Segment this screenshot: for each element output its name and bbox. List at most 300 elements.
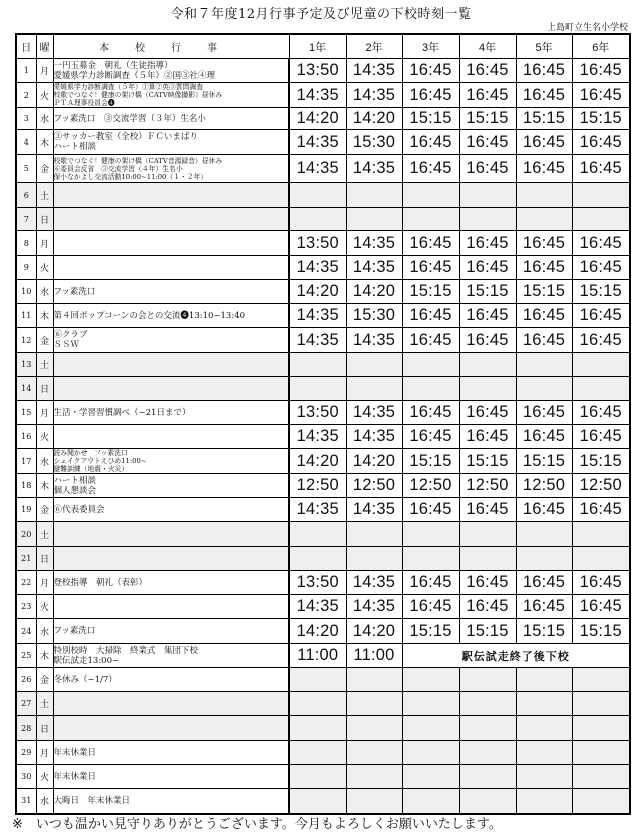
table-row xyxy=(16,353,630,377)
event-line: ＰＴＡ理事役員会❹ xyxy=(53,99,115,107)
time-grade-5 xyxy=(516,377,572,401)
time-grade-1 xyxy=(289,765,346,789)
table-row xyxy=(16,377,630,401)
event-line: 愛媛県学力診断調査（５年）②国③社④理 xyxy=(53,70,216,81)
event-cell xyxy=(53,353,289,377)
event-line: フッ素洗口 xyxy=(53,626,96,636)
event-cell xyxy=(53,155,289,183)
weekday-cell: 日 xyxy=(36,716,53,741)
time-grade-1: 14:35 xyxy=(289,155,346,183)
time-grade-6: 16:45 xyxy=(572,571,630,595)
time-grade-6: 16:45 xyxy=(572,130,630,155)
time-grade-3 xyxy=(402,668,459,692)
table-row xyxy=(16,328,630,353)
day-cell: 1 xyxy=(16,59,36,83)
time-grade-1 xyxy=(289,208,346,231)
header-row xyxy=(16,34,630,59)
time-grade-5: 16:45 xyxy=(516,498,572,522)
time-grade-2: 14:20 xyxy=(346,280,402,304)
day-cell: 3 xyxy=(16,108,36,130)
day-cell: 28 xyxy=(16,716,36,741)
time-grade-3: 15:15 xyxy=(402,619,459,644)
time-grade-3: 16:45 xyxy=(402,425,459,449)
time-grade-6 xyxy=(572,741,630,765)
day-cell: 29 xyxy=(16,741,36,765)
weekday-cell: 金 xyxy=(36,155,53,183)
weekday-cell: 火 xyxy=(36,595,53,619)
time-grade-6: 16:45 xyxy=(572,59,630,83)
time-grade-3: 16:45 xyxy=(402,59,459,83)
time-grade-4 xyxy=(459,668,516,692)
time-grade-6: 12:50 xyxy=(572,474,630,498)
event-line: 特別校時 大掃除 終業式 集団下校 xyxy=(53,645,199,656)
day-cell: 15 xyxy=(16,401,36,425)
event-cell xyxy=(53,401,289,425)
table-row xyxy=(16,155,630,183)
time-grade-2: 14:35 xyxy=(346,231,402,256)
time-grade-4 xyxy=(459,716,516,741)
footer-note: ※ いつも温かい見守りありがとうございます。今月もよろしくお願いいたします。 xyxy=(12,817,502,832)
event-line: ⑥代表委員会 xyxy=(53,504,105,515)
time-grade-6: 16:45 xyxy=(572,401,630,425)
time-grade-1: 14:35 xyxy=(289,425,346,449)
time-grade-6: 16:45 xyxy=(572,304,630,328)
time-grade-6: 16:45 xyxy=(572,498,630,522)
table-row xyxy=(16,522,630,547)
time-grade-5: 15:15 xyxy=(516,449,572,474)
time-grade-6: 15:15 xyxy=(572,449,630,474)
time-grade-2 xyxy=(346,353,402,377)
time-grade-4: 16:45 xyxy=(459,328,516,353)
time-grade-1: 13:50 xyxy=(289,401,346,425)
time-grade-4: 16:45 xyxy=(459,304,516,328)
time-grade-1 xyxy=(289,692,346,716)
time-grade-6 xyxy=(572,547,630,571)
time-grade-5 xyxy=(516,208,572,231)
time-grade-1 xyxy=(289,741,346,765)
time-grade-3: 15:15 xyxy=(402,108,459,130)
table-row xyxy=(16,595,630,619)
weekday-cell: 土 xyxy=(36,522,53,547)
time-grade-5 xyxy=(516,692,572,716)
time-grade-3 xyxy=(402,353,459,377)
table-row xyxy=(16,668,630,692)
day-cell: 2 xyxy=(16,83,36,108)
event-cell xyxy=(53,498,289,522)
table-row xyxy=(16,304,630,328)
time-grade-3: 16:45 xyxy=(402,130,459,155)
time-grade-4: 16:45 xyxy=(459,401,516,425)
time-grade-6 xyxy=(572,183,630,208)
col-event: 本校行事 xyxy=(53,34,289,59)
time-grade-1: 14:35 xyxy=(289,304,346,328)
page-title: 令和７年度12月行事予定及び児童の下校時刻一覧 xyxy=(170,7,472,22)
event-line: 第４回ポップコーンの会との交流❹13:10~13:40 xyxy=(53,310,246,321)
time-grade-5: 16:45 xyxy=(516,256,572,280)
time-grade-2: 11:00 xyxy=(346,644,402,668)
time-grade-2: 14:35 xyxy=(346,595,402,619)
event-line: フッ素洗口 xyxy=(53,286,96,297)
weekday-cell: 火 xyxy=(36,765,53,789)
event-cell xyxy=(53,595,289,619)
event-cell xyxy=(53,328,289,353)
event-cell xyxy=(53,522,289,547)
time-grade-4 xyxy=(459,353,516,377)
col-weekday: 曜 xyxy=(36,34,53,59)
time-grade-5: 12:50 xyxy=(516,474,572,498)
time-grade-4 xyxy=(459,741,516,765)
day-cell: 27 xyxy=(16,692,36,716)
day-cell: 10 xyxy=(16,280,36,304)
event-cell xyxy=(53,449,289,474)
table-row xyxy=(16,256,630,280)
table-row xyxy=(16,108,630,130)
time-grade-4: 16:45 xyxy=(459,595,516,619)
event-line: 登校指導 朝礼（表彰） xyxy=(53,577,148,588)
col-grade-4: 4年 xyxy=(459,34,516,59)
time-grade-2 xyxy=(346,547,402,571)
weekday-cell: 木 xyxy=(36,304,53,328)
event-line: 保小なかよし交流活動10:00~11:00（１・２年） xyxy=(53,172,208,181)
time-grade-1: 14:20 xyxy=(289,280,346,304)
col-grade-2: 2年 xyxy=(346,34,402,59)
time-grade-5 xyxy=(516,353,572,377)
time-grade-3 xyxy=(402,716,459,741)
dismissal-note: 駅伝試走終了後下校 xyxy=(402,644,630,668)
table-row xyxy=(16,401,630,425)
col-grade-6: 6年 xyxy=(572,34,630,59)
event-cell xyxy=(53,571,289,595)
time-grade-4: 16:45 xyxy=(459,498,516,522)
time-grade-6: 16:45 xyxy=(572,425,630,449)
time-grade-3: 15:15 xyxy=(402,280,459,304)
time-grade-2: 14:35 xyxy=(346,155,402,183)
time-grade-6 xyxy=(572,208,630,231)
event-cell xyxy=(53,208,289,231)
time-grade-1: 14:20 xyxy=(289,108,346,130)
time-grade-1: 14:35 xyxy=(289,130,346,155)
time-grade-3: 15:15 xyxy=(402,449,459,474)
event-line: 年末休業日 xyxy=(53,771,97,782)
weekday-cell: 月 xyxy=(36,59,53,83)
time-grade-2: 14:35 xyxy=(346,498,402,522)
day-cell: 23 xyxy=(16,595,36,619)
event-cell xyxy=(53,108,289,130)
time-grade-3 xyxy=(402,741,459,765)
time-grade-4 xyxy=(459,789,516,814)
time-grade-1 xyxy=(289,377,346,401)
time-grade-3: 16:45 xyxy=(402,256,459,280)
weekday-cell: 水 xyxy=(36,619,53,644)
day-cell: 18 xyxy=(16,474,36,498)
time-grade-1: 14:35 xyxy=(289,83,346,108)
day-cell: 19 xyxy=(16,498,36,522)
time-grade-6 xyxy=(572,716,630,741)
event-line: ハート相談 xyxy=(53,475,97,486)
day-cell: 31 xyxy=(16,789,36,814)
event-cell xyxy=(53,765,289,789)
table-row xyxy=(16,644,630,668)
time-grade-5: 15:15 xyxy=(516,619,572,644)
day-cell: 25 xyxy=(16,644,36,668)
time-grade-6: 15:15 xyxy=(572,108,630,130)
table-row xyxy=(16,716,630,741)
event-cell xyxy=(53,59,289,83)
event-line: ⑥委員会反省 ③交流学習（４年）生名小 xyxy=(53,164,183,173)
time-grade-1: 14:20 xyxy=(289,619,346,644)
time-grade-3: 16:45 xyxy=(402,83,459,108)
time-grade-3 xyxy=(402,522,459,547)
weekday-cell: 水 xyxy=(36,449,53,474)
event-line: 駅伝試走13:00~ xyxy=(53,655,120,666)
event-line: ハート相談 xyxy=(53,142,97,152)
time-grade-2 xyxy=(346,522,402,547)
event-line: ＳＳＷ xyxy=(53,340,80,350)
time-grade-2 xyxy=(346,741,402,765)
event-cell xyxy=(53,256,289,280)
time-grade-4: 15:15 xyxy=(459,280,516,304)
table-row xyxy=(16,59,630,83)
weekday-cell: 土 xyxy=(36,183,53,208)
table-row xyxy=(16,789,630,814)
event-line: 読み聞かせ フッ素洗口 xyxy=(53,449,128,457)
time-grade-4: 15:15 xyxy=(459,108,516,130)
table-row xyxy=(16,231,630,256)
time-grade-4: 16:45 xyxy=(459,155,516,183)
day-cell: 30 xyxy=(16,765,36,789)
time-grade-1: 11:00 xyxy=(289,644,346,668)
time-grade-4 xyxy=(459,377,516,401)
time-grade-1: 13:50 xyxy=(289,571,346,595)
day-cell: 21 xyxy=(16,547,36,571)
time-grade-1: 13:50 xyxy=(289,59,346,83)
time-grade-4 xyxy=(459,692,516,716)
col-grade-5: 5年 xyxy=(516,34,572,59)
time-grade-4: 15:15 xyxy=(459,449,516,474)
event-cell xyxy=(53,741,289,765)
day-cell: 5 xyxy=(16,155,36,183)
day-cell: 16 xyxy=(16,425,36,449)
time-grade-2 xyxy=(346,789,402,814)
time-grade-5 xyxy=(516,183,572,208)
weekday-cell: 日 xyxy=(36,377,53,401)
time-grade-2 xyxy=(346,183,402,208)
time-grade-4 xyxy=(459,547,516,571)
weekday-cell: 木 xyxy=(36,474,53,498)
time-grade-5: 15:15 xyxy=(516,280,572,304)
day-cell: 17 xyxy=(16,449,36,474)
day-cell: 7 xyxy=(16,208,36,231)
day-cell: 11 xyxy=(16,304,36,328)
time-grade-2: 14:35 xyxy=(346,328,402,353)
table-row xyxy=(16,449,630,474)
table-row xyxy=(16,208,630,231)
day-cell: 22 xyxy=(16,571,36,595)
event-line: 冬休み（~1/7） xyxy=(53,674,117,685)
event-cell xyxy=(53,619,289,644)
time-grade-2: 14:20 xyxy=(346,108,402,130)
col-grade-1: 1年 xyxy=(289,34,346,59)
time-grade-6 xyxy=(572,353,630,377)
weekday-cell: 土 xyxy=(36,692,53,716)
time-grade-1: 14:35 xyxy=(289,328,346,353)
time-grade-1 xyxy=(289,522,346,547)
event-cell xyxy=(53,425,289,449)
weekday-cell: 水 xyxy=(36,108,53,130)
time-grade-3: 16:45 xyxy=(402,401,459,425)
time-grade-4: 16:45 xyxy=(459,231,516,256)
time-grade-3: 16:45 xyxy=(402,231,459,256)
time-grade-5: 16:45 xyxy=(516,59,572,83)
weekday-cell: 月 xyxy=(36,401,53,425)
time-grade-4: 12:50 xyxy=(459,474,516,498)
time-grade-4 xyxy=(459,183,516,208)
day-cell: 26 xyxy=(16,668,36,692)
table-row xyxy=(16,619,630,644)
time-grade-5: 16:45 xyxy=(516,130,572,155)
event-line: ⑥クラブ xyxy=(53,330,88,340)
event-cell xyxy=(53,377,289,401)
schedule-table xyxy=(15,33,631,815)
weekday-cell: 水 xyxy=(36,789,53,814)
weekday-cell: 火 xyxy=(36,83,53,108)
event-cell xyxy=(53,130,289,155)
time-grade-2: 14:35 xyxy=(346,571,402,595)
time-grade-1: 14:20 xyxy=(289,449,346,474)
table-row xyxy=(16,130,630,155)
event-cell xyxy=(53,692,289,716)
time-grade-1 xyxy=(289,668,346,692)
time-grade-4: 16:45 xyxy=(459,425,516,449)
weekday-cell: 月 xyxy=(36,231,53,256)
event-cell xyxy=(53,547,289,571)
weekday-cell: 土 xyxy=(36,353,53,377)
time-grade-6: 16:45 xyxy=(572,155,630,183)
time-grade-2 xyxy=(346,668,402,692)
time-grade-5 xyxy=(516,789,572,814)
time-grade-4 xyxy=(459,208,516,231)
time-grade-5: 16:45 xyxy=(516,155,572,183)
time-grade-6 xyxy=(572,789,630,814)
time-grade-4: 16:45 xyxy=(459,256,516,280)
time-grade-5 xyxy=(516,522,572,547)
time-grade-2: 12:50 xyxy=(346,474,402,498)
col-day: 日 xyxy=(16,34,36,59)
event-line: 個人懇談会 xyxy=(53,485,97,496)
weekday-cell: 火 xyxy=(36,256,53,280)
time-grade-1: 13:50 xyxy=(289,231,346,256)
time-grade-5 xyxy=(516,741,572,765)
time-grade-3 xyxy=(402,789,459,814)
school-name: 上島町立生名小学校 xyxy=(546,23,628,33)
day-cell: 20 xyxy=(16,522,36,547)
time-grade-3 xyxy=(402,765,459,789)
weekday-cell: 火 xyxy=(36,425,53,449)
time-grade-3: 16:45 xyxy=(402,304,459,328)
event-cell xyxy=(53,280,289,304)
time-grade-3 xyxy=(402,692,459,716)
table-row xyxy=(16,83,630,108)
day-cell: 14 xyxy=(16,377,36,401)
time-grade-6: 16:45 xyxy=(572,595,630,619)
time-grade-3: 16:45 xyxy=(402,328,459,353)
day-cell: 6 xyxy=(16,183,36,208)
event-line: 一円玉募金 朝礼（生徒指導） xyxy=(53,60,173,71)
event-line: 大晦日 年末休業日 xyxy=(53,795,131,806)
event-cell xyxy=(53,668,289,692)
event-line: 愛媛県学力診断調査（５年）①算②英③質問調査 xyxy=(53,83,204,91)
time-grade-4: 16:45 xyxy=(459,130,516,155)
time-grade-5: 16:45 xyxy=(516,83,572,108)
time-grade-5: 16:45 xyxy=(516,328,572,353)
table-row xyxy=(16,571,630,595)
time-grade-3: 16:45 xyxy=(402,498,459,522)
day-cell: 9 xyxy=(16,256,36,280)
time-grade-1 xyxy=(289,353,346,377)
time-grade-6 xyxy=(572,377,630,401)
day-cell: 8 xyxy=(16,231,36,256)
event-cell xyxy=(53,789,289,814)
time-grade-6: 15:15 xyxy=(572,280,630,304)
time-grade-4: 16:45 xyxy=(459,59,516,83)
table-row xyxy=(16,425,630,449)
time-grade-4 xyxy=(459,765,516,789)
time-grade-6 xyxy=(572,668,630,692)
event-line: シェイクアウトえひめ11:00~ xyxy=(53,457,147,465)
time-grade-2: 14:35 xyxy=(346,425,402,449)
time-grade-5: 15:15 xyxy=(516,108,572,130)
weekday-cell: 日 xyxy=(36,208,53,231)
time-grade-3: 16:45 xyxy=(402,595,459,619)
weekday-cell: 金 xyxy=(36,498,53,522)
time-grade-2 xyxy=(346,716,402,741)
table-row xyxy=(16,183,630,208)
time-grade-2: 14:35 xyxy=(346,256,402,280)
table-row xyxy=(16,741,630,765)
event-line: 避難訓練（地震・火災） xyxy=(53,465,129,473)
schedule-body xyxy=(16,59,630,814)
table-row xyxy=(16,498,630,522)
time-grade-3 xyxy=(402,208,459,231)
event-line: 校歌でつなぐ！健康の架け橋（CATV映像撮影）昼休み xyxy=(53,91,223,99)
time-grade-2: 15:30 xyxy=(346,304,402,328)
time-grade-6: 15:15 xyxy=(572,619,630,644)
time-grade-2 xyxy=(346,765,402,789)
weekday-cell: 日 xyxy=(36,547,53,571)
event-line: 生活・学習習慣調べ（~21日まで） xyxy=(53,407,191,418)
event-cell xyxy=(53,83,289,108)
time-grade-2: 15:30 xyxy=(346,130,402,155)
time-grade-3: 16:45 xyxy=(402,155,459,183)
time-grade-5 xyxy=(516,668,572,692)
event-cell xyxy=(53,644,289,668)
time-grade-1 xyxy=(289,183,346,208)
time-grade-2: 14:35 xyxy=(346,59,402,83)
time-grade-1: 12:50 xyxy=(289,474,346,498)
weekday-cell: 木 xyxy=(36,644,53,668)
event-line: ③サッカー教室（全校）ＦＣいまばり xyxy=(53,132,198,142)
time-grade-5: 16:45 xyxy=(516,231,572,256)
time-grade-3 xyxy=(402,377,459,401)
time-grade-6: 16:45 xyxy=(572,231,630,256)
event-line: 校歌でつなぐ！健康の架け橋（CATV音源録音）昼休み xyxy=(53,156,223,165)
day-cell: 12 xyxy=(16,328,36,353)
time-grade-5 xyxy=(516,547,572,571)
time-grade-5: 16:45 xyxy=(516,571,572,595)
table-row xyxy=(16,280,630,304)
time-grade-6: 16:45 xyxy=(572,256,630,280)
time-grade-2 xyxy=(346,208,402,231)
